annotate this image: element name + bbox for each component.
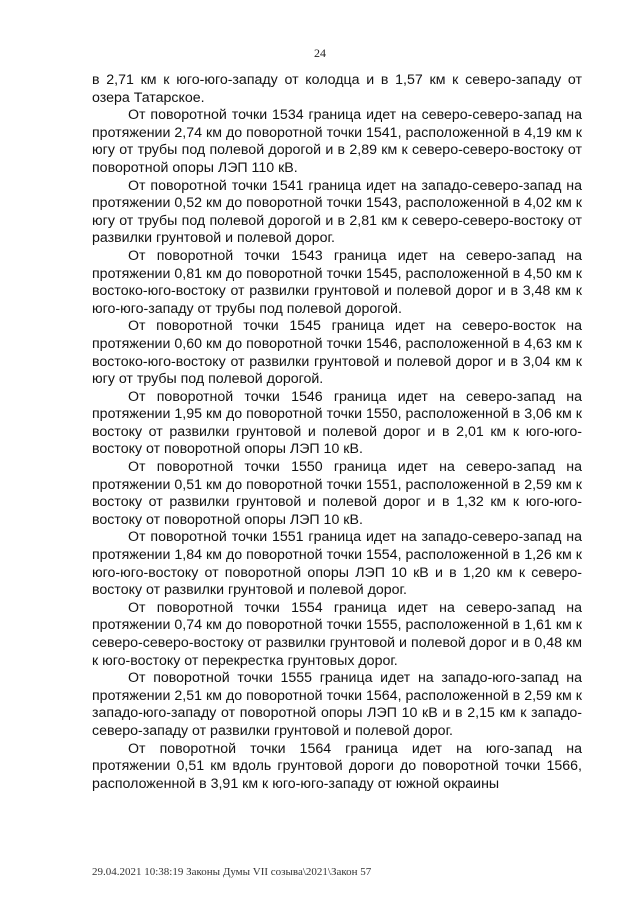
paragraph: От поворотной точки 1541 граница идет на западо-северо-запад на протяжении 0,52 км до поворотной точки 1543, расположенной в 4,02 км к югу от трубы под полевой дорогой и в 2,81 км к северо-северо-востоку от развилки грунтовой и полевой дорог. [92, 177, 582, 247]
paragraph: От поворотной точки 1534 граница идет на северо-северо-запад на протяжении 2,74 км до поворотной точки 1541, расположенной в 4,19 км к югу от трубы под полевой дорогой и в 2,89 км к северо-северо-востоку от поворотной опоры ЛЭП 110 кВ. [92, 107, 582, 176]
paragraph: От поворотной точки 1550 граница идет на северо-запад на протяжении 0,51 км до поворотной точки 1551, расположенной в 2,59 км к востоку от развилки грунтовой и полевой дорог и в 1,32 км к юго-юго-востоку от поворотной опоры ЛЭП 10 кВ. [92, 459, 582, 528]
paragraph: в 2,71 км к юго-юго-западу от колодца и в 1,57 км к северо-западу от озера Татарское. [92, 72, 582, 106]
paragraph: От поворотной точки 1564 граница идет на юго-запад на протяжении 0,51 км вдоль грунтовой дороги до поворотной точки 1566, расположенной в 3,91 км к юго-юго-западу от южной окраины [92, 740, 582, 792]
paragraph: От поворотной точки 1545 граница идет на северо-восток на протяжении 0,60 км до поворотной точки 1546, расположенной в 4,63 км к востоко-юго-востоку от развилки грунтовой и полевой дорог и в 3,04 км к югу от трубы под полевой дорогой. [92, 318, 582, 388]
paragraph: От поворотной точки 1551 граница идет на западо-северо-запад на протяжении 1,84 км до поворотной точки 1554, расположенной в 1,26 км к юго-юго-востоку от поворотной опоры ЛЭП 10 кВ и в 1,20 км к северо-востоку от развилки грунтовой и полевой дорог. [92, 529, 582, 599]
page-number: 24 [314, 46, 326, 60]
paragraph: От поворотной точки 1554 граница идет на северо-запад на протяжении 0,74 км до поворотной точки 1555, расположенной в 1,61 км к северо-северо-востоку от развилки грунтовой и полевой дорог и в 0,48 км к юго-востоку от перекрестка грунтовых дорог. [92, 599, 582, 669]
paragraph: От поворотной точки 1555 граница идет на западо-юго-запад на протяжении 2,51 км до поворотной точки 1564, расположенной в 2,59 км к западо-юго-западу от поворотной опоры ЛЭП 10 кВ и в 2,15 км к западо-северо-западу от развилки грунтовой и полевой дорог. [92, 670, 582, 739]
document-body [92, 72, 582, 793]
document-footer: 29.04.2021 10:38:19 Законы Думы VII созыва\2021\Закон 57 [92, 866, 372, 878]
paragraph: От поворотной точки 1543 граница идет на северо-запад на протяжении 0,81 км до поворотной точки 1545, расположенной в 4,50 км к востоко-юго-востоку от развилки грунтовой и полевой дорог и в 3,48 км к юго-юго-западу от трубы под полевой дорогой. [92, 247, 582, 317]
paragraph: От поворотной точки 1546 граница идет на северо-запад на протяжении 1,95 км до поворотной точки 1550, расположенной в 3,06 км к востоку от развилки грунтовой и полевой дорог и в 2,01 км к юго-юго-востоку от поворотной опоры ЛЭП 10 кВ. [92, 388, 582, 458]
